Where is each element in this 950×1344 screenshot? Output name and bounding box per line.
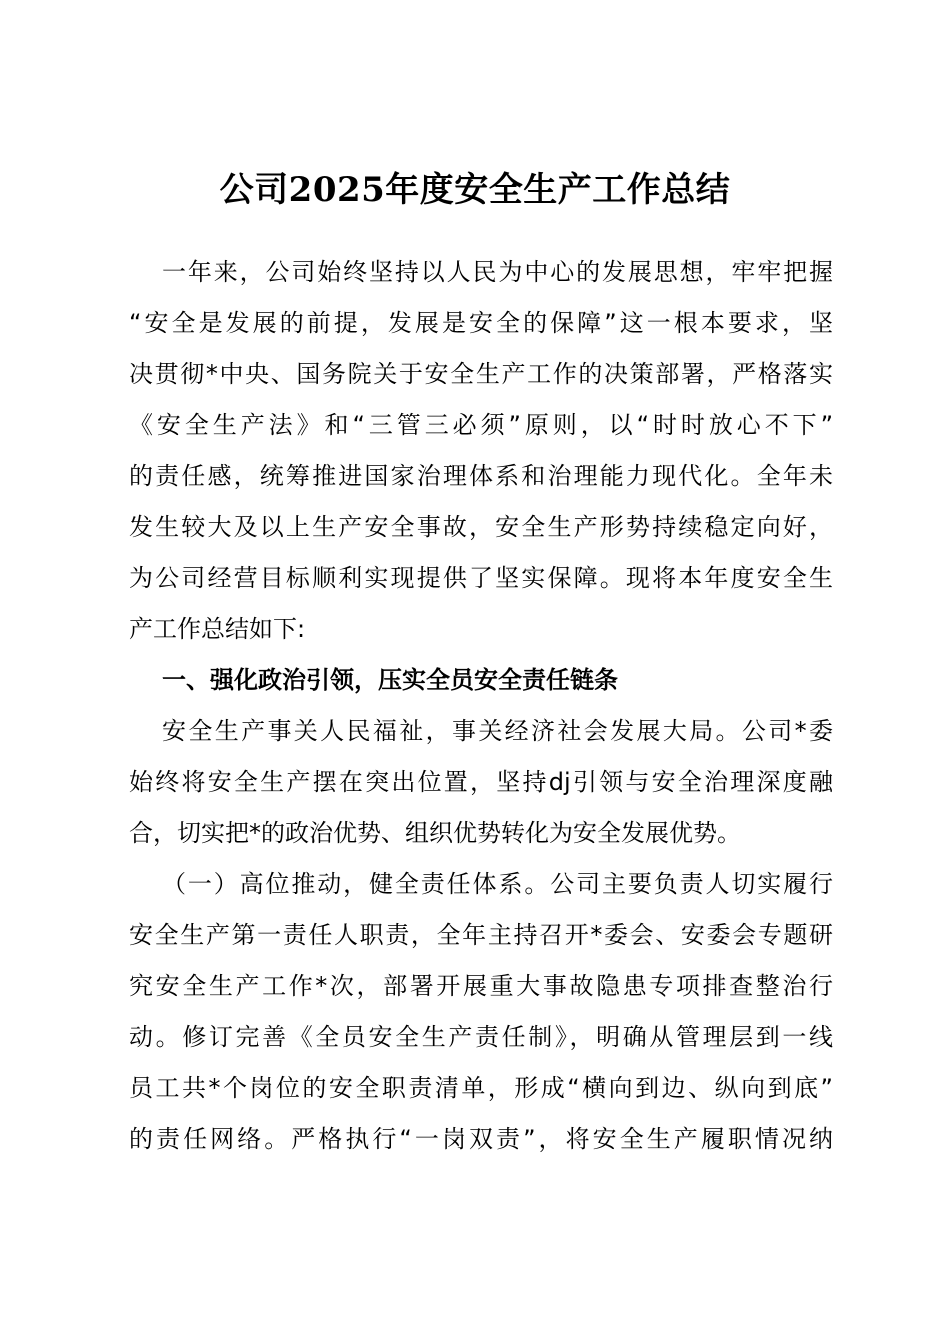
text-line: 为公司经营目标顺利实现提供了坚实保障。现将本年度安全生	[129, 564, 833, 592]
document-title: 公司2025年度安全生产工作总结	[219, 170, 731, 210]
text-line: 《安全生产法》和“三管三必须”原则，以“时时放心不下”	[129, 411, 833, 439]
intro-paragraph	[129, 247, 833, 655]
text-line: 动。修订完善《全员安全生产责任制》，明确从管理层到一线	[129, 1023, 833, 1051]
document-body	[129, 247, 833, 1165]
text-line: 发生较大及以上生产安全事故，安全生产形势持续稳定向好，	[129, 513, 833, 541]
text-line: 一年来，公司始终坚持以人民为中心的发展思想，牢牢把握	[162, 258, 833, 286]
text-line: 决贯彻*中央、国务院关于安全生产工作的决策部署，严格落实	[129, 360, 833, 388]
text-line: 产工作总结如下:	[129, 615, 306, 643]
text-line: 员工共*个岗位的安全职责清单，形成“横向到边、纵向到底”	[129, 1074, 833, 1102]
text-line: （一）高位推动，健全责任体系。公司主要负责人切实履行	[162, 870, 833, 898]
text-line: 始终将安全生产摆在突出位置，坚持dj引领与安全治理深度融	[129, 768, 833, 796]
text-line: 合，切实把*的政治优势、组织优势转化为安全发展优势。	[129, 819, 741, 847]
section-heading: 一、强化政治引领，压实全员安全责任链条	[162, 666, 618, 694]
text-line: 的责任网络。严格执行“一岗双责”，将安全生产履职情况纳	[129, 1125, 833, 1153]
section-paragraph	[129, 706, 833, 859]
text-line: 究安全生产工作*次，部署开展重大事故隐患专项排查整治行	[129, 972, 833, 1000]
text-line: 安全生产第一责任人职责，全年主持召开*委会、安委会专题研	[129, 921, 833, 949]
text-line: 的责任感，统筹推进国家治理体系和治理能力现代化。全年未	[129, 462, 833, 490]
subsection-paragraph	[129, 859, 833, 1165]
text-line: “安全是发展的前提，发展是安全的保障”这一根本要求，坚	[129, 309, 833, 337]
text-line: 安全生产事关人民福祉，事关经济社会发展大局。公司*委	[162, 717, 833, 745]
